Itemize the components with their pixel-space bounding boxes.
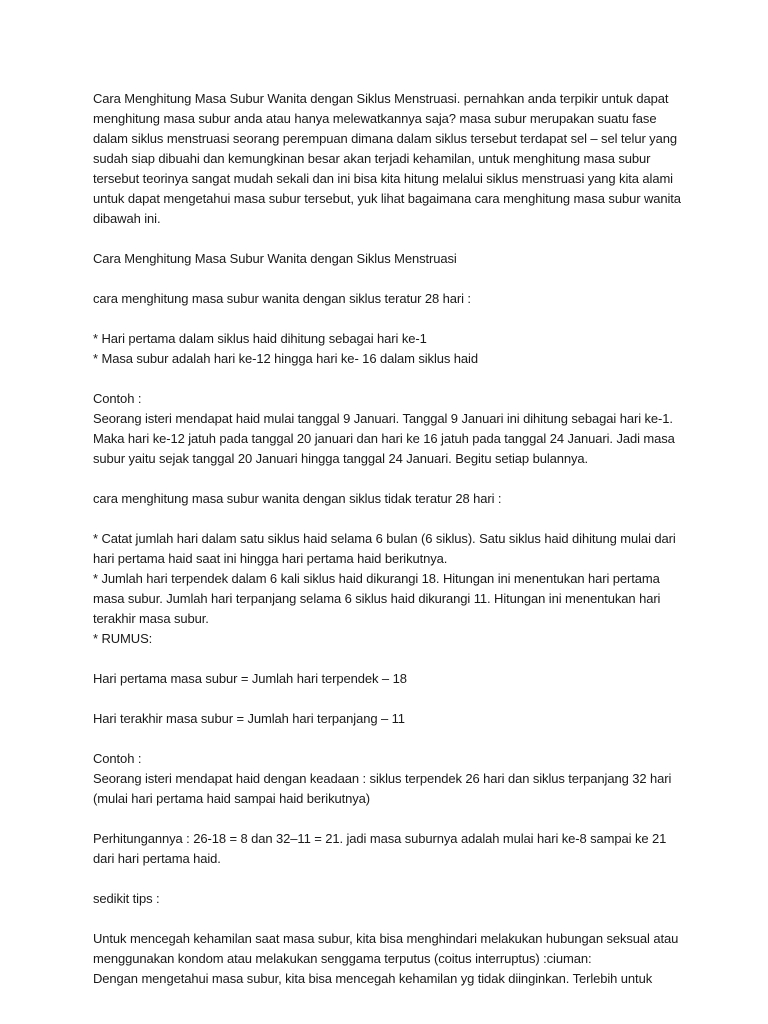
regular-cycle-heading: cara menghitung masa subur wanita dengan siklus teratur 28 hari : [93,291,471,306]
irregular-rule-2: * Jumlah hari terpendek dalam 6 kali siklus haid dikurangi 18. Hitungan ini menentukan hari pertama masa subur. Jumlah hari terpanjang selama 6 siklus haid dikurangi 11. Hitungan ini menentukan hari terakhir masa subur. [93,571,664,626]
formula-first-day: Hari pertama masa subur = Jumlah hari terpendek – 18 [93,671,407,686]
irregular-cycle-heading: cara menghitung masa subur wanita dengan siklus tidak teratur 28 hari : [93,491,502,506]
intro-paragraph: Cara Menghitung Masa Subur Wanita dengan Siklus Menstruasi. pernahkan anda terpikir untuk dapat menghitung masa subur anda atau hanya melewatkannya saja? masa subur merupakan suatu fase dalam siklus menstruasi seorang perempuan dimana dalam siklus tersebut terdapat sel – sel telur yang sudah siap dibuahi dan kemungkinan besar akan terjadi kehamilan, untuk menghitung masa subur tersebut teorinya sangat mudah sekali dan ini bisa kita hitung melalui siklus menstruasi yang kita alami untuk dapat mengetahui masa subur tersebut, yuk lihat bagaimana cara menghitung masa subur wanita dibawah ini. [93,91,685,226]
example-1-label: Contoh : [93,391,142,406]
example-2-label: Contoh : [93,751,142,766]
section-heading: Cara Menghitung Masa Subur Wanita dengan Siklus Menstruasi [93,251,457,266]
tips-heading: sedikit tips : [93,891,160,906]
example-2-text: Seorang isteri mendapat haid dengan keadaan : siklus terpendek 26 hari dan siklus terpanjang 32 hari (mulai hari pertama haid sampai haid berikutnya) [93,771,675,806]
regular-rule-1: * Hari pertama dalam siklus haid dihitung sebagai hari ke-1 [93,331,427,346]
formula-last-day: Hari terakhir masa subur = Jumlah hari terpanjang – 11 [93,711,405,726]
document-page [93,89,683,989]
example-1-text: Seorang isteri mendapat haid mulai tanggal 9 Januari. Tanggal 9 Januari ini dihitung sebagai hari ke-1. Maka hari ke-12 jatuh pada tanggal 20 januari dan hari ke 16 jatuh pada tanggal 24 Januari. Jadi masa subur yaitu sejak tanggal 20 Januari hingga tanggal 24 Januari. Begitu setiap bulannya. [93,411,679,466]
calculation-paragraph: Perhitungannya : 26-18 = 8 dan 32–11 = 21. jadi masa suburnya adalah mulai hari ke-8 sampai ke 21 dari hari pertama haid. [93,831,670,866]
formula-label: * RUMUS: [93,631,153,646]
irregular-rule-1: * Catat jumlah hari dalam satu siklus haid selama 6 bulan (6 siklus). Satu siklus haid dihitung mulai dari hari pertama haid saat ini hingga hari pertama haid berikutnya. [93,531,680,566]
tips-text-2: Dengan mengetahui masa subur, kita bisa mencegah kehamilan yg tidak diinginkan. Terlebih untuk [93,971,653,986]
tips-text-1: Untuk mencegah kehamilan saat masa subur, kita bisa menghindari melakukan hubungan seksual atau menggunakan kondom atau melakukan senggama terputus (coitus interruptus) :ciuman: [93,931,682,966]
regular-rule-2: * Masa subur adalah hari ke-12 hingga hari ke- 16 dalam siklus haid [93,351,478,366]
